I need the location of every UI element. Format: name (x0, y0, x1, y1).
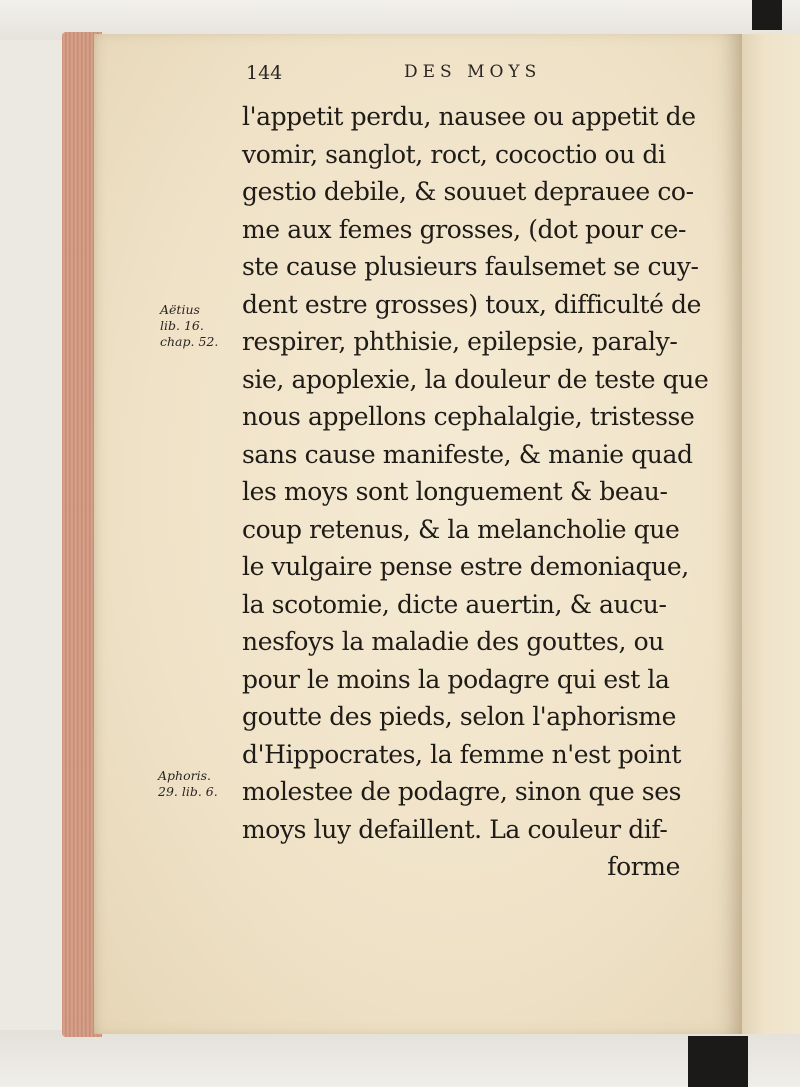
text-line: me aux femes grosses, (dot pour ce- (242, 214, 687, 244)
margin-note-line: lib. 16. (160, 318, 204, 333)
text-line: pour le moins la podagre qui est la (242, 664, 670, 694)
text-line: goutte des pieds, selon l'aphorisme (242, 702, 677, 731)
book-clamp-bottom (688, 1036, 748, 1087)
text-line: ste cause plusieurs faulsemet se cuy- (242, 252, 699, 281)
margin-note-aphorism (158, 768, 218, 800)
text-line: dent estre grosses) toux, difficulté de (242, 289, 702, 319)
text-line: sie, apoplexie, la douleur de teste que (242, 364, 709, 394)
facing-page-edge (742, 34, 800, 1034)
text-line: d'Hippocrates, la femme n'est point (242, 739, 681, 769)
book-clamp-top (752, 0, 782, 30)
text-line: le vulgaire pense estre demoniaque, (242, 552, 689, 581)
text-line: molestee de podagre, sinon que ses (242, 777, 682, 806)
text-line: gestio debile, & souuet deprauee co- (242, 177, 694, 206)
text-line: respirer, phthisie, epilepsie, paraly- (242, 327, 678, 356)
text-line: les moys sont longuement & beau- (242, 477, 668, 506)
text-line: nesfoys la maladie des gouttes, ou (242, 627, 664, 656)
text-line: moys luy defaillent. La couleur dif- (242, 814, 668, 844)
text-line: la scotomie, dicte auertin, & aucu- (242, 589, 667, 619)
background-bottom (0, 1030, 800, 1087)
margin-note-line: 29. lib. 6. (158, 784, 218, 799)
text-line: nous appellons cephalalgie, tristesse (242, 402, 695, 431)
margin-note-line: Aëtius (160, 302, 200, 317)
catchword: forme (607, 852, 680, 881)
text-line: l'appetit perdu, nausee ou appetit de (242, 102, 696, 131)
margin-note-aetius (160, 302, 218, 350)
text-line: vomir, sanglot, roct, cococtio ou di (242, 139, 666, 169)
body-text (242, 98, 709, 886)
page-number: 144 (246, 62, 283, 84)
text-line: sans cause manifeste, & manie quad (242, 439, 693, 469)
margin-note-line: Aphoris. (158, 768, 211, 783)
text-line: coup retenus, & la melancholie que (242, 514, 680, 544)
running-title: DES MOYS (404, 62, 542, 82)
margin-note-line: chap. 52. (160, 334, 219, 349)
